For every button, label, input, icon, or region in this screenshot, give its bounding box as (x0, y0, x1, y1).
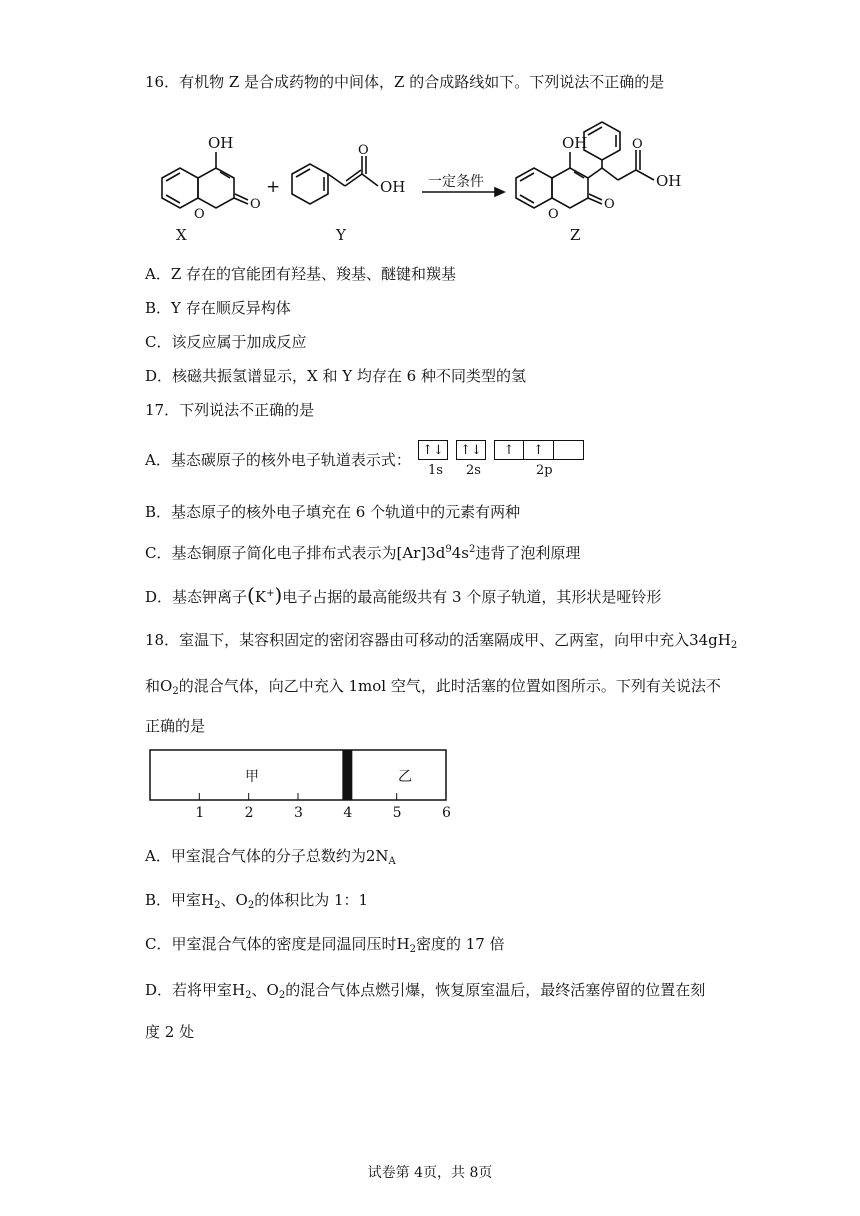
orbital-2p-box-1: ↑ (494, 440, 524, 460)
orbital-label-2s: 2s (466, 463, 481, 478)
svg-text:O: O (604, 197, 615, 212)
orbital-label-2p: 2p (536, 463, 553, 478)
orbital-2p-box-2: ↑ (524, 440, 554, 460)
q16-option-d: D．核磁共振氢谱显示，X 和 Y 均存在 6 种不同类型的氢 (145, 367, 526, 385)
svg-text:O: O (358, 143, 369, 158)
q16-option-b: B．Y 存在顺反异构体 (145, 299, 291, 317)
piston (342, 750, 352, 800)
q16-stem: 16．有机物 Z 是合成药物的中间体，Z 的合成路线如下。下列说法不正确的是 (145, 73, 665, 91)
svg-text:Z: Z (570, 226, 581, 244)
q18-option-d: D．若将甲室$H_2$、$O_2$的混合气体点燃引爆，恢复原室温后，最终活塞停留的位置在刻 (145, 981, 706, 1001)
svg-text:一定条件: 一定条件 (428, 174, 484, 190)
q17-option-c: C．基态铜原子简化电子排布式表示为$[Ar]3d^94s^2$违背了泡利原理 (145, 544, 581, 562)
scale-label-5: 5 (392, 805, 402, 821)
piston-diagram (140, 745, 470, 825)
orbital-1s-box: ↑↓ (418, 440, 448, 460)
page-footer: 试卷第 4页，共 8页 (367, 1165, 493, 1181)
q17-stem: 17．下列说法不正确的是 (145, 401, 315, 419)
svg-text:X: X (176, 226, 187, 244)
scale-label-3: 3 (294, 805, 303, 821)
q17-option-a: A．基态碳原子的核外电子轨道表示式： (145, 451, 411, 469)
q18-option-a: A．甲室混合气体的分子总数约为$2N_A$ (145, 847, 396, 867)
q18-option-c: C．甲室混合气体的密度是同温同压时$H_2$密度的 17 倍 (145, 935, 505, 955)
svg-text:OH: OH (208, 134, 234, 152)
q18-stem-line1: 18．室温下，某容积固定的密闭容器由可移动的活塞隔成甲、乙两室，向甲中充入$34gH_2$ (145, 631, 738, 651)
q16-option-a: A．Z 存在的官能团有羟基、羧基、醚键和羰基 (145, 265, 457, 283)
q18-option-d-line2: 度 2 处 (145, 1023, 195, 1041)
scale-label-1: 1 (195, 805, 205, 821)
q16-option-c: C．该反应属于加成反应 (145, 333, 307, 351)
svg-text:+: + (266, 177, 281, 197)
q18-stem-line2: 和$O_2$的混合气体，向乙中充入 1mol 空气，此时活塞的位置如图所示。下列有关说法不 (145, 677, 721, 697)
svg-text:OH: OH (656, 172, 682, 190)
scale-label-6: 6 (442, 805, 451, 821)
svg-text:OH: OH (562, 134, 588, 152)
q17-option-b: B．基态原子的核外电子填充在 6 个轨道中的元素有两种 (145, 503, 521, 521)
svg-text:Y: Y (336, 226, 346, 244)
q18-stem-line3: 正确的是 (145, 717, 206, 735)
orbital-2p-box-3 (554, 440, 584, 460)
svg-text:O: O (548, 207, 559, 222)
q18-option-b: B．甲室$H_2$、$O_2$的体积比为 1：1 (145, 891, 369, 911)
orbital-2s-box: ↑↓ (456, 440, 486, 460)
reaction-scheme (140, 110, 720, 250)
orbital-label-1s: 1s (428, 463, 443, 478)
q17-option-d: D．基态钾离子(K+)电子占据的最高能级共有 3 个原子轨道，其形状是哑铃形 (145, 583, 662, 607)
scale-label-4: 4 (343, 805, 353, 821)
chamber-yi-label: 乙 (398, 769, 412, 785)
orbital-diagram (418, 440, 588, 480)
svg-text:O: O (194, 207, 205, 222)
scale-label-2: 2 (244, 805, 254, 821)
chamber-jia-label: 甲 (245, 769, 259, 785)
svg-text:O: O (250, 197, 261, 212)
svg-text:O: O (632, 137, 643, 152)
svg-text:OH: OH (380, 178, 406, 196)
